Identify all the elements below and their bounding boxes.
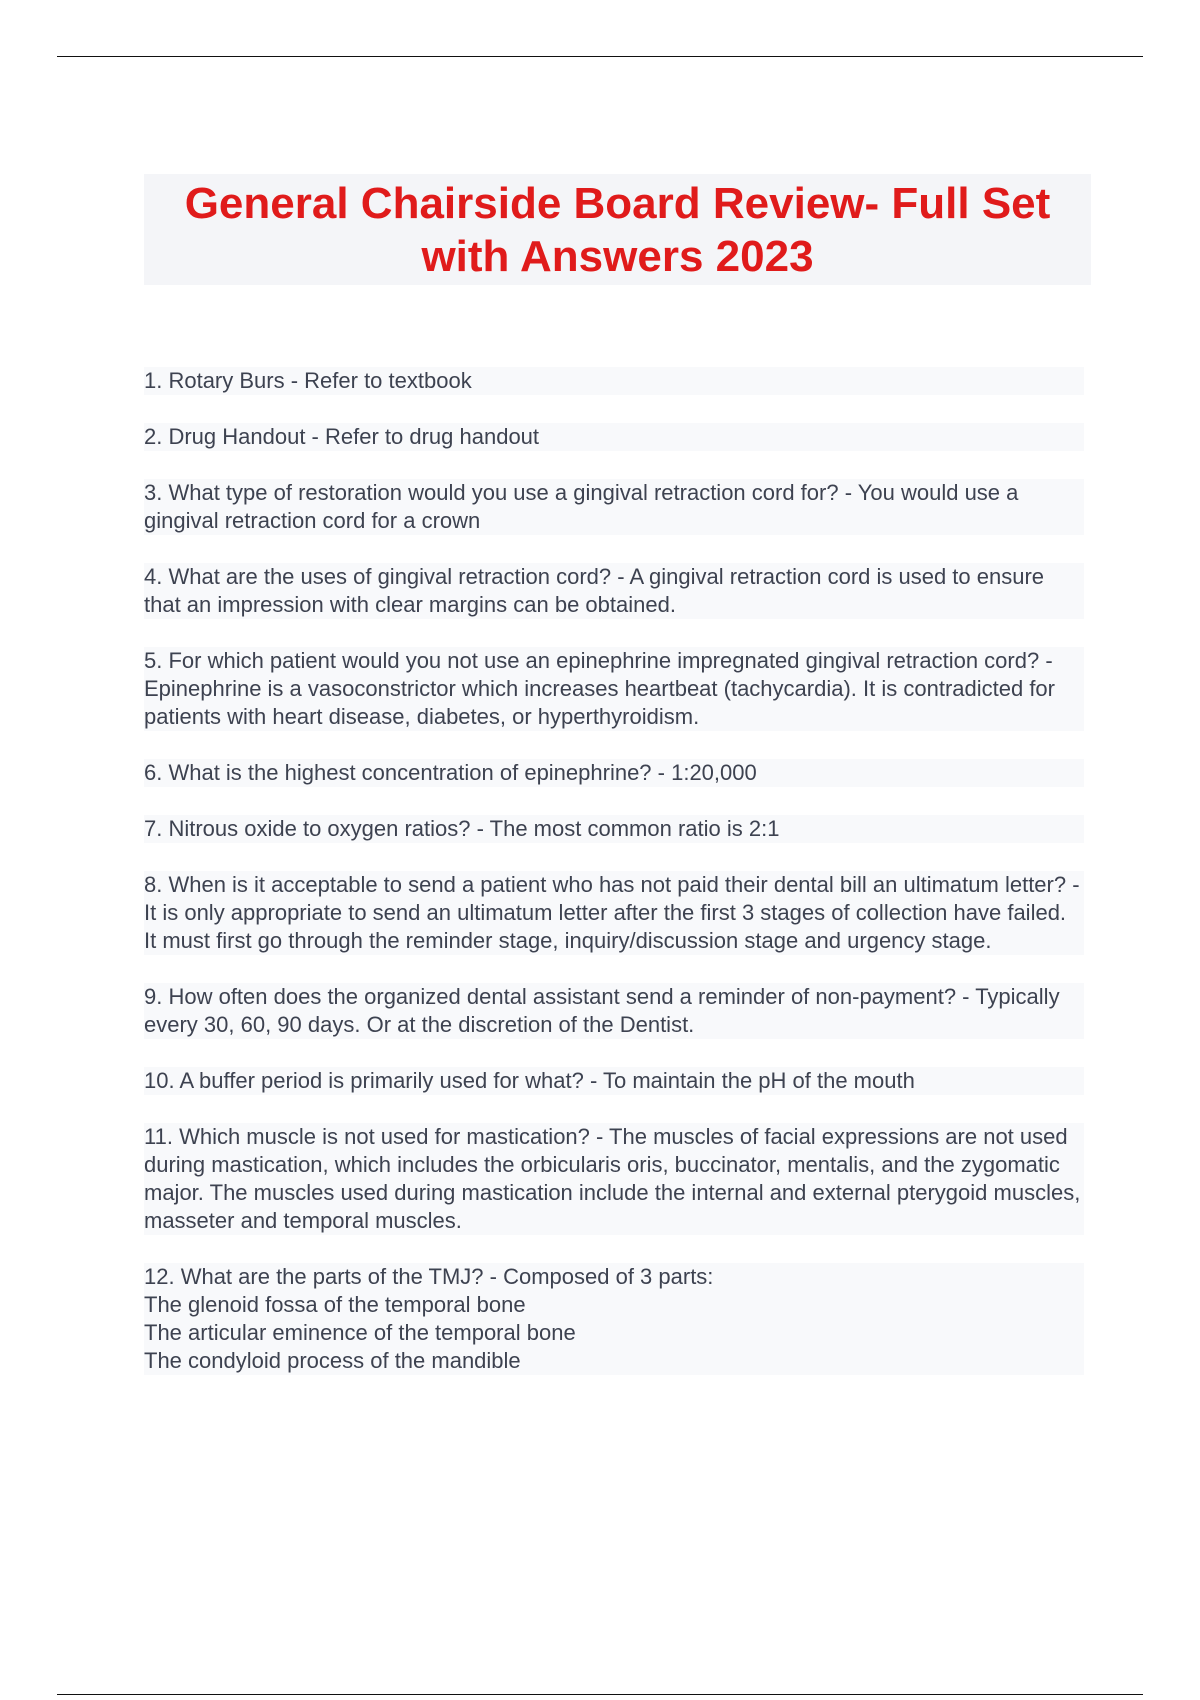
qa-item-2: 2. Drug Handout - Refer to drug handout [144,423,1084,451]
qa-item-6: 6. What is the highest concentration of epinephrine? - 1:20,000 [144,759,1084,787]
title-banner [144,174,1091,285]
qa-item-1: 1. Rotary Burs - Refer to textbook [144,367,1084,395]
qa-item-12: 12. What are the parts of the TMJ? - Composed of 3 parts: The glenoid fossa of the temporal bone The articular eminence of the temporal bone The condyloid process of the mandible [144,1263,1084,1375]
qa-item-5: 5. For which patient would you not use an epinephrine impregnated gingival retraction cord? - Epinephrine is a vasoconstrictor which increases heartbeat (tachycardia). It is contradicted for patients with heart disease, diabetes, or hyperthyroidism. [144,647,1084,731]
qa-item-9: 9. How often does the organized dental assistant send a reminder of non-payment? - Typically every 30, 60, 90 days. Or at the discretion of the Dentist. [144,983,1084,1039]
qa-item-10: 10. A buffer period is primarily used for what? - To maintain the pH of the mouth [144,1067,1084,1095]
qa-item-3: 3. What type of restoration would you use a gingival retraction cord for? - You would use a gingival retraction cord for a crown [144,479,1084,535]
bottom-divider [57,1694,1143,1695]
top-divider [57,56,1143,57]
qa-item-11: 11. Which muscle is not used for mastication? - The muscles of facial expressions are not used during mastication, which includes the orbicularis oris, buccinator, mentalis, and the zygomatic major. The muscles used during mastication include the internal and external pterygoid muscles, masseter and temporal muscles. [144,1123,1084,1235]
qa-item-8: 8. When is it acceptable to send a patient who has not paid their dental bill an ultimatum letter? - It is only appropriate to send an ultimatum letter after the first 3 stages of collection have failed. It must first go through the reminder stage, inquiry/discussion stage and urgency stage. [144,871,1084,955]
qa-list [144,367,1084,1403]
qa-item-4: 4. What are the uses of gingival retraction cord? - A gingival retraction cord is used to ensure that an impression with clear margins can be obtained. [144,563,1084,619]
document-title: General Chairside Board Review- Full Set with Answers 2023 [184,178,1051,281]
qa-item-7: 7. Nitrous oxide to oxygen ratios? - The most common ratio is 2:1 [144,815,1084,843]
